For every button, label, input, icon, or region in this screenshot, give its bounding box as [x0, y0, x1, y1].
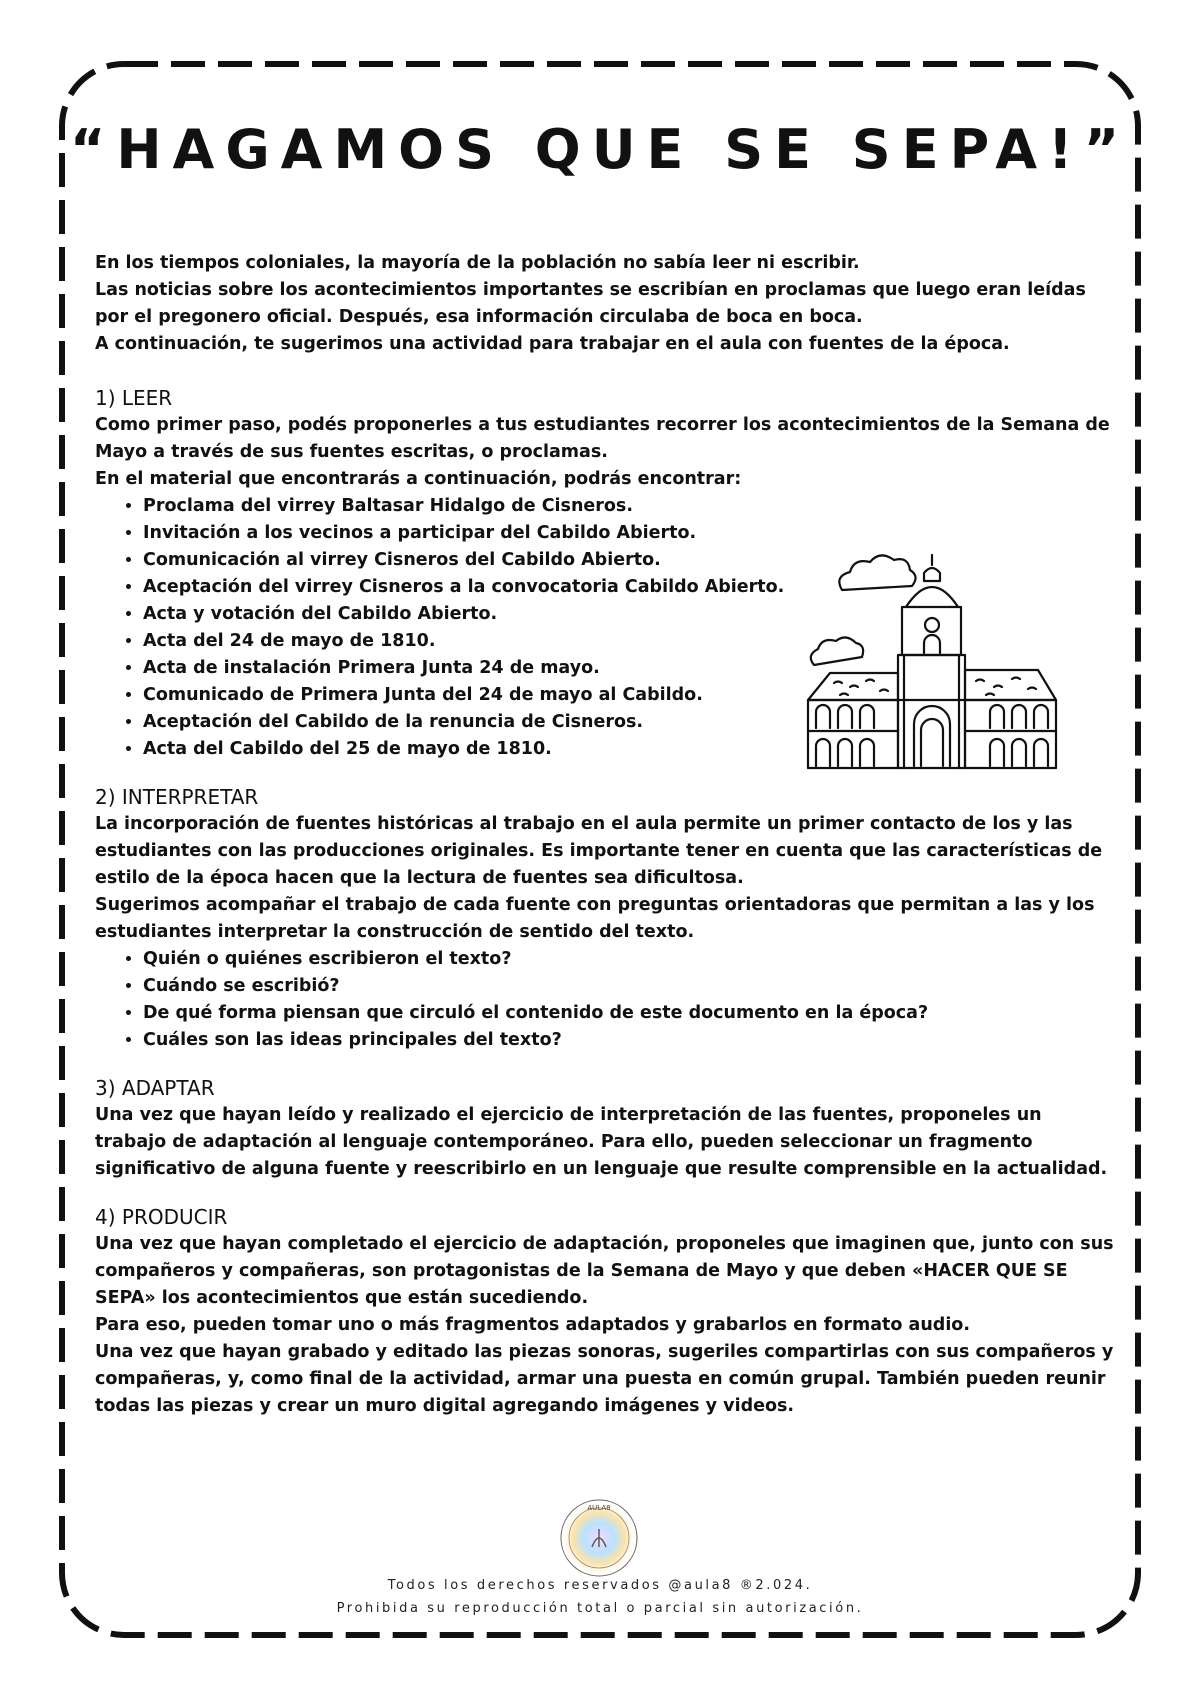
list-item: • Invitación a los vecinos a participar del Cabildo Abierto. — [143, 520, 1115, 547]
list-item: • Acta del Cabildo del 25 de mayo de 1810. — [143, 736, 1115, 763]
intro-block — [95, 250, 1115, 358]
section-paragraph: En el material que encontrarás a continuación, podrás encontrar: — [95, 469, 742, 489]
section-heading: 4) PRODUCIR — [95, 1205, 228, 1229]
list-item: • Proclama del virrey Baltasar Hidalgo de Cisneros. — [143, 493, 1115, 520]
list-item: • Comunicación al virrey Cisneros del Cabildo Abierto. — [143, 547, 1115, 574]
intro-paragraph: A continuación, te sugerimos una actividad para trabajar en el aula con fuentes de la época. — [95, 334, 1010, 354]
section-adaptar — [95, 1074, 1115, 1183]
list-item: • Acta y votación del Cabildo Abierto. — [143, 601, 1115, 628]
section-paragraph: Una vez que hayan completado el ejercicio de adaptación, proponeles que imaginen que, junto con sus compañeros y compañeras, son protagonistas de la Semana de Mayo y que deben «HACER QUE SE SEPA» los acontecimientos que están sucediendo. — [95, 1234, 1114, 1308]
footer-notice: Prohibida su reproducción total o parcial sin autorización. — [336, 1601, 864, 1616]
footer-copyright: Todos los derechos reservados @aula8 ®2.024. — [387, 1578, 813, 1593]
cabildo-building-illustration — [800, 545, 1065, 770]
section-interpretar — [95, 783, 1115, 1054]
section-paragraph: Sugerimos acompañar el trabajo de cada fuente con preguntas orientadoras que permitan a las y los estudiantes interpretar la construcción de sentido del texto. — [95, 895, 1095, 942]
aula8-seal-logo — [556, 1495, 642, 1581]
list-item: • Acta del 24 de mayo de 1810. — [143, 628, 1115, 655]
section-producir — [95, 1203, 1115, 1420]
list-item: • Acta de instalación Primera Junta 24 de mayo. — [143, 655, 1115, 682]
section-paragraph: Una vez que hayan grabado y editado las piezas sonoras, sugeriles compartirlas con sus compañeros y compañeras, y, como final de la actividad, armar una puesta en común grupal. También pueden reunir todas las piezas y crear un muro digital agregando imágenes y videos. — [95, 1342, 1114, 1416]
list-item: • Aceptación del Cabildo de la renuncia de Cisneros. — [143, 709, 1115, 736]
list-item: • Aceptación del virrey Cisneros a la convocatoria Cabildo Abierto. — [143, 574, 1115, 601]
intro-paragraph: Las noticias sobre los acontecimientos importantes se escribían en proclamas que luego eran leídas por el pregonero oficial. Después, esa información circulaba de boca en boca. — [95, 280, 1086, 327]
section-paragraph: Una vez que hayan leído y realizado el ejercicio de interpretación de las fuentes, proponeles un trabajo de adaptación al lenguaje contemporáneo. Para ello, pueden seleccionar un fragmento significativo de alguna fuente y reescribirlo en un lenguaje que resulte comprensible en la actualidad. — [95, 1105, 1108, 1179]
list-item: • Cuáles son las ideas principales del texto? — [143, 1027, 1115, 1054]
list-item: • Comunicado de Primera Junta del 24 de mayo al Cabildo. — [143, 682, 1115, 709]
main-content — [95, 250, 1115, 1420]
questions-list — [95, 946, 1115, 1054]
list-item: • Cuándo se escribió? — [143, 973, 1115, 1000]
intro-paragraph: En los tiempos coloniales, la mayoría de la población no sabía leer ni escribir. — [95, 253, 860, 273]
section-heading: 3) ADAPTAR — [95, 1076, 215, 1100]
section-paragraph: Para eso, pueden tomar uno o más fragmentos adaptados y grabarlos en formato audio. — [95, 1315, 970, 1335]
list-item: • Quién o quiénes escribieron el texto? — [143, 946, 1115, 973]
logo-text: AULA8 — [587, 1504, 611, 1512]
section-heading: 2) INTERPRETAR — [95, 785, 259, 809]
section-paragraph: La incorporación de fuentes históricas al trabajo en el aula permite un primer contacto de los y las estudiantes con las producciones originales. Es importante tener en cuenta que las características de estilo de la época hacen que la lectura de fuentes sea dificultosa. — [95, 814, 1103, 888]
page-title: “HAGAMOS QUE SE SEPA!” — [69, 118, 1131, 181]
section-paragraph: Como primer paso, podés proponerles a tus estudiantes recorrer los acontecimientos de la Semana de Mayo a través de sus fuentes escritas, o proclamas. — [95, 415, 1110, 462]
list-item: • De qué forma piensan que circuló el contenido de este documento en la época? — [143, 1000, 1115, 1027]
section-heading: 1) LEER — [95, 386, 173, 410]
